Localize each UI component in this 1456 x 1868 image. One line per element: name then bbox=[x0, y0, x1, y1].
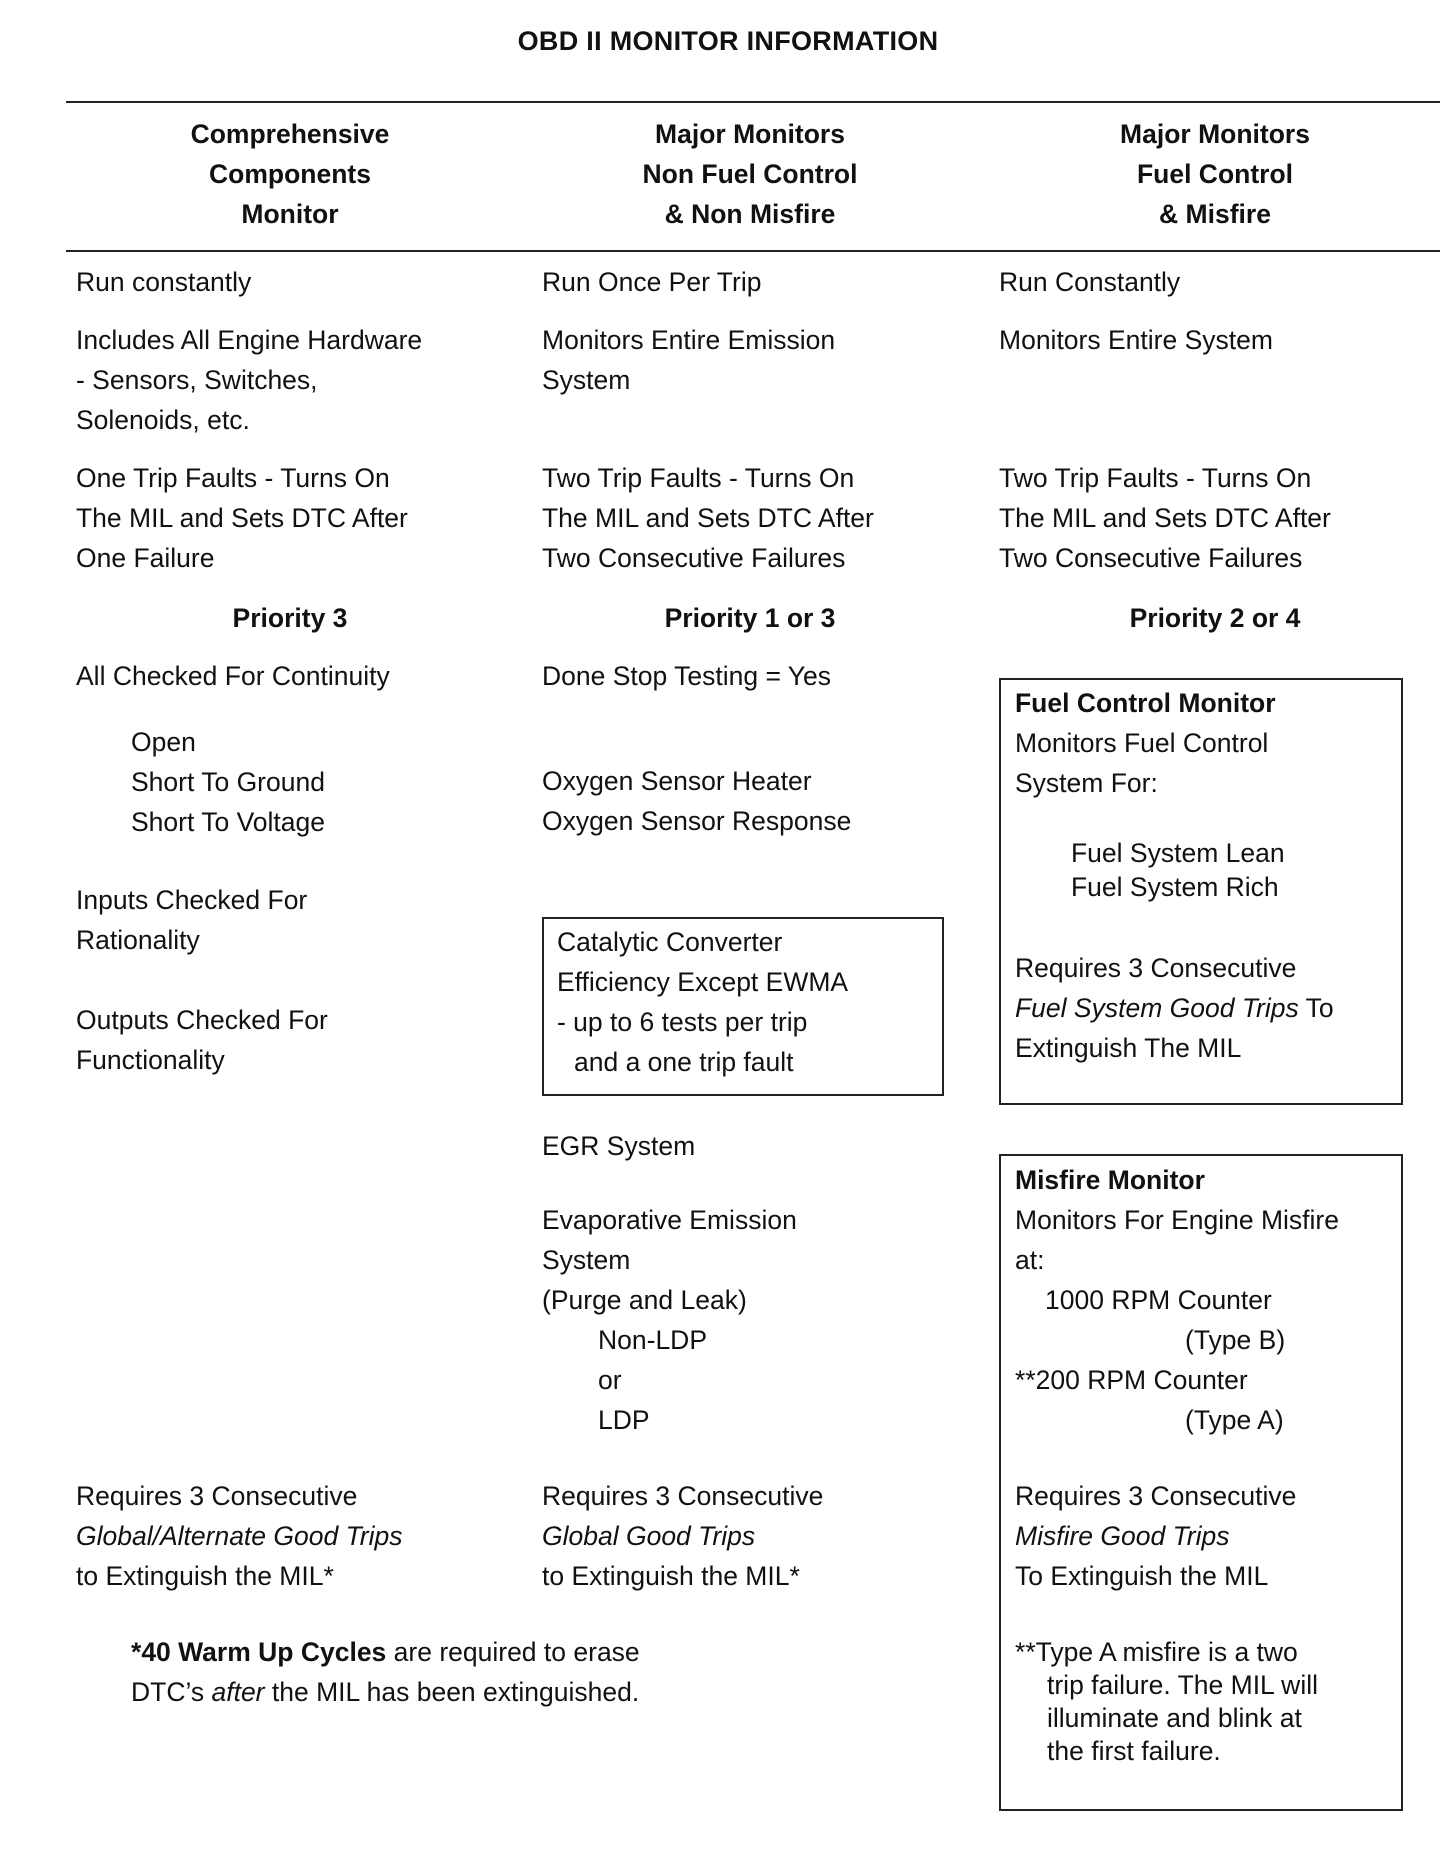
comp-faults bbox=[76, 458, 408, 578]
text-line: The MIL and Sets DTC After bbox=[542, 503, 874, 533]
text-line: Outputs Checked For bbox=[76, 1005, 328, 1035]
header-comprehensive bbox=[140, 114, 440, 234]
nonfuel-evap bbox=[542, 1200, 797, 1320]
text-line: - up to 6 tests per trip bbox=[557, 1007, 808, 1037]
text-line: Global/Alternate Good Trips bbox=[76, 1521, 403, 1551]
nonfuel-evap-list bbox=[598, 1320, 707, 1440]
text-line bbox=[1015, 988, 1334, 1028]
fuel-control-list bbox=[1071, 836, 1285, 904]
comp-inputs bbox=[76, 880, 307, 960]
text-line: Misfire Good Trips bbox=[1015, 1521, 1230, 1551]
text-line: Efficiency Except EWMA bbox=[557, 967, 849, 997]
text-rest: To bbox=[1298, 993, 1334, 1023]
text-line: Inputs Checked For bbox=[76, 885, 308, 915]
footnote bbox=[131, 1632, 640, 1712]
list-item: Non-LDP bbox=[598, 1325, 707, 1355]
type-line: (Type A) bbox=[1185, 1405, 1284, 1435]
comp-outputs bbox=[76, 1000, 328, 1080]
text-line: Oxygen Sensor Heater bbox=[542, 766, 812, 796]
header-line: Components bbox=[209, 159, 371, 189]
list-item: Short To Voltage bbox=[131, 807, 325, 837]
misfire-text bbox=[1015, 1160, 1339, 1440]
text-line: Evaporative Emission bbox=[542, 1205, 797, 1235]
text-line: Monitors Fuel Control bbox=[1015, 728, 1269, 758]
nonfuel-oxygen bbox=[542, 761, 851, 841]
text-line: The MIL and Sets DTC After bbox=[999, 503, 1331, 533]
text-italic: Fuel System Good Trips bbox=[1015, 993, 1299, 1023]
text-line: Rationality bbox=[76, 925, 200, 955]
text-line: The MIL and Sets DTC After bbox=[76, 503, 408, 533]
footnote-text: are required to erase bbox=[386, 1637, 640, 1667]
footnote-text: the MIL has been extinguished. bbox=[264, 1677, 640, 1707]
counter-line: **200 RPM Counter bbox=[1015, 1365, 1248, 1395]
text-line: Oxygen Sensor Response bbox=[542, 806, 852, 836]
text-line: Two Trip Faults - Turns On bbox=[999, 463, 1312, 493]
text-line: System bbox=[542, 1245, 631, 1275]
nonfuel-requires bbox=[542, 1476, 823, 1596]
text-line: Monitors Entire Emission bbox=[542, 325, 836, 355]
text-line: System bbox=[542, 365, 631, 395]
footnote-line-2 bbox=[131, 1672, 640, 1712]
comp-continuity-list bbox=[131, 722, 325, 842]
list-item: Short To Ground bbox=[131, 767, 325, 797]
nonfuel-priority: Priority 1 or 3 bbox=[664, 603, 836, 633]
nonfuel-egr: EGR System bbox=[542, 1131, 696, 1161]
text-line: Solenoids, etc. bbox=[76, 405, 250, 435]
text-line: Monitors For Engine Misfire bbox=[1015, 1205, 1339, 1235]
header-line: Major Monitors bbox=[655, 119, 845, 149]
header-line: Non Fuel Control bbox=[642, 159, 858, 189]
text-line: Requires 3 Consecutive bbox=[1015, 953, 1297, 983]
footnote-italic: after bbox=[211, 1677, 265, 1707]
text-line: Requires 3 Consecutive bbox=[542, 1481, 824, 1511]
text-line: Global Good Trips bbox=[542, 1521, 756, 1551]
comp-continuity: All Checked For Continuity bbox=[76, 661, 390, 691]
comp-priority: Priority 3 bbox=[232, 603, 348, 633]
comp-includes bbox=[76, 320, 422, 440]
text-line: (Purge and Leak) bbox=[542, 1285, 747, 1315]
misfire-note bbox=[1015, 1636, 1318, 1768]
fuel-control-heading: Fuel Control Monitor bbox=[1015, 688, 1276, 718]
text-line: One Trip Faults - Turns On bbox=[76, 463, 390, 493]
nonfuel-faults bbox=[542, 458, 874, 578]
list-item: LDP bbox=[598, 1405, 650, 1435]
type-line: (Type B) bbox=[1185, 1325, 1286, 1355]
fuel-control-requires bbox=[1015, 948, 1334, 1068]
fuel-priority: Priority 2 or 4 bbox=[1129, 603, 1301, 633]
note-line: the first failure. bbox=[1047, 1736, 1221, 1766]
text-line: Extinguish The MIL bbox=[1015, 1033, 1242, 1063]
note-line: trip failure. The MIL will bbox=[1047, 1670, 1318, 1700]
text-line: at: bbox=[1015, 1245, 1045, 1275]
list-item: Fuel System Lean bbox=[1071, 838, 1285, 868]
text-line: System For: bbox=[1015, 768, 1158, 798]
counter-line: 1000 RPM Counter bbox=[1045, 1285, 1272, 1315]
fuel-control-text bbox=[1015, 683, 1276, 803]
fuel-monitors: Monitors Entire System bbox=[999, 325, 1273, 355]
text-line: To Extinguish the MIL bbox=[1015, 1561, 1269, 1591]
misfire-heading: Misfire Monitor bbox=[1015, 1165, 1205, 1195]
text-line: Requires 3 Consecutive bbox=[1015, 1481, 1297, 1511]
header-line: Fuel Control bbox=[1136, 159, 1294, 189]
page-title: OBD II MONITOR INFORMATION bbox=[517, 26, 939, 56]
list-item: or bbox=[598, 1365, 622, 1395]
misfire-requires bbox=[1015, 1476, 1296, 1596]
top-rule bbox=[66, 101, 1440, 103]
fuel-faults bbox=[999, 458, 1331, 578]
text-line: Includes All Engine Hardware bbox=[76, 325, 423, 355]
header-line: Major Monitors bbox=[1120, 119, 1310, 149]
note-line: illuminate and blink at bbox=[1047, 1703, 1302, 1733]
nonfuel-done: Done Stop Testing = Yes bbox=[542, 661, 832, 691]
header-line: Monitor bbox=[241, 199, 339, 229]
footnote-line-1 bbox=[131, 1632, 640, 1672]
text-line: Two Trip Faults - Turns On bbox=[542, 463, 855, 493]
text-line: - Sensors, Switches, bbox=[76, 365, 318, 395]
comp-requires bbox=[76, 1476, 403, 1596]
header-line: Comprehensive bbox=[190, 119, 390, 149]
text-line: to Extinguish the MIL* bbox=[76, 1561, 334, 1591]
list-item: Open bbox=[131, 727, 196, 757]
header-line: & Misfire bbox=[1159, 199, 1271, 229]
header-line: & Non Misfire bbox=[664, 199, 836, 229]
footnote-bold: *40 Warm Up Cycles bbox=[131, 1637, 387, 1667]
text-line: Two Consecutive Failures bbox=[542, 543, 846, 573]
header-fuel bbox=[1065, 114, 1365, 234]
fuel-run: Run Constantly bbox=[999, 267, 1181, 297]
list-item: Fuel System Rich bbox=[1071, 872, 1279, 902]
text-line: Catalytic Converter bbox=[557, 927, 783, 957]
header-rule bbox=[66, 250, 1440, 252]
comp-run: Run constantly bbox=[76, 267, 252, 297]
note-line: **Type A misfire is a two bbox=[1015, 1637, 1298, 1667]
text-line: Requires 3 Consecutive bbox=[76, 1481, 358, 1511]
footnote-text: DTC’s bbox=[131, 1677, 212, 1707]
nonfuel-run: Run Once Per Trip bbox=[542, 267, 762, 297]
text-line: to Extinguish the MIL* bbox=[542, 1561, 800, 1591]
text-line: Two Consecutive Failures bbox=[999, 543, 1303, 573]
text-line: and a one trip fault bbox=[574, 1047, 794, 1077]
catalytic-text bbox=[557, 922, 848, 1082]
header-non-fuel bbox=[600, 114, 900, 234]
text-line: Functionality bbox=[76, 1045, 225, 1075]
nonfuel-monitors bbox=[542, 320, 835, 400]
text-line: One Failure bbox=[76, 543, 215, 573]
